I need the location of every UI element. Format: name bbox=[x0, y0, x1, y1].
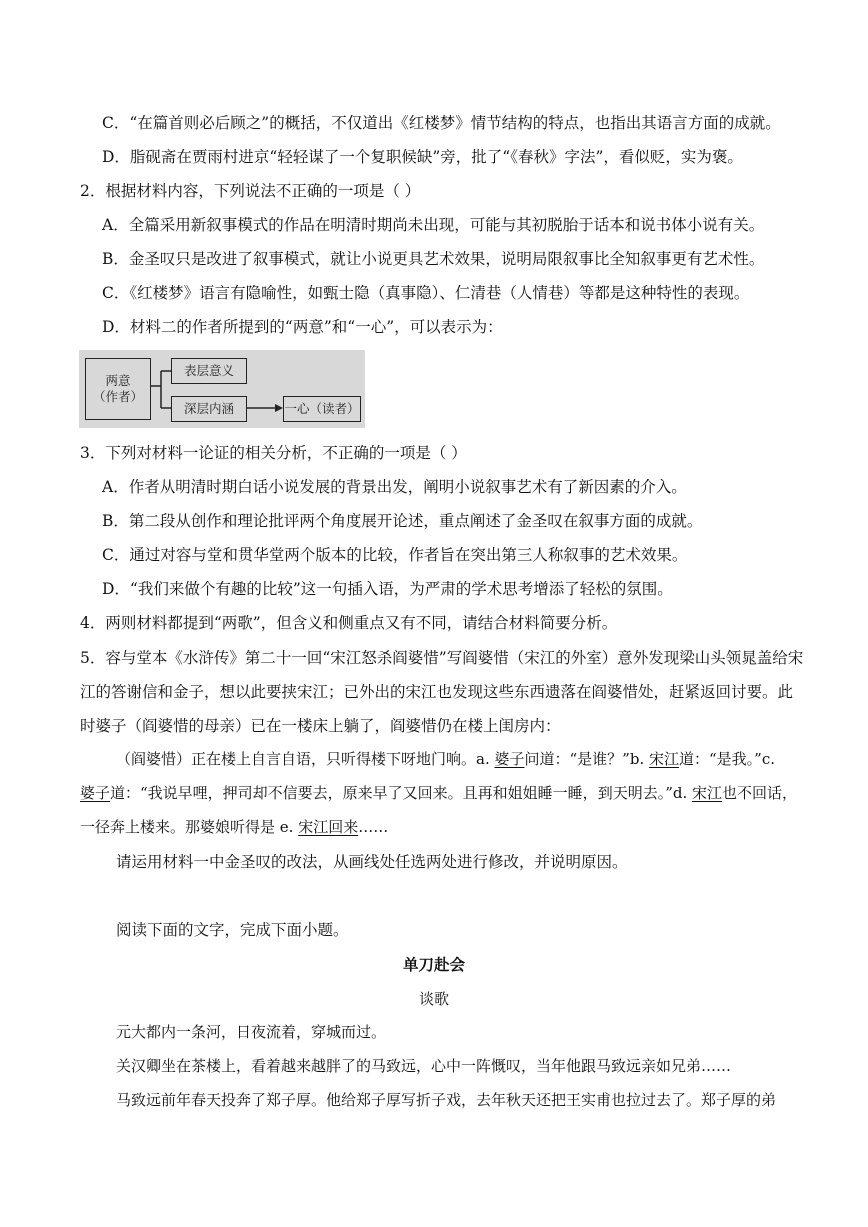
reading-paragraph-1: 元大都内一条河，日夜流着，穿城而过。 bbox=[116, 1023, 387, 1041]
q1-option-d: D．脂砚斋在贾雨村进京“轻轻谋了一个复职候缺”旁，批了“《春秋》字法”，看似贬，实为褒。 bbox=[102, 148, 743, 166]
underline-a: 婆子 bbox=[494, 750, 525, 768]
q3-option-b: B．第二段从创作和理论批评两个角度展开论述，重点阐述了金圣叹在叙事方面的成就。 bbox=[102, 512, 703, 530]
reading-paragraph-2: 关汉卿坐在茶楼上，看着越来越胖了的马致远，心中一阵慨叹，当年他跟马致远亲如兄弟…… bbox=[116, 1057, 732, 1075]
q5-quote-line-3: 一径奔上楼来。那婆娘听得是 e. 宋江回来…… bbox=[80, 818, 389, 836]
q3-option-d: D．“我们来做个有趣的比较”这一句插入语，为严肃的学术思考增添了轻松的氛围。 bbox=[102, 580, 673, 598]
diagram-surface-box: 表层意义 bbox=[171, 358, 247, 384]
underline-c: 婆子 bbox=[80, 784, 111, 802]
two-meanings-diagram bbox=[79, 350, 365, 428]
q1-option-c: C．“在篇首则必后顾之”的概括，不仅道出《红楼梦》情节结构的特点，也指出其语言方面的成就。 bbox=[102, 114, 781, 132]
diagram-author-box bbox=[85, 358, 151, 420]
q2-option-c: C．《红楼梦》语言有隐喻性，如甄士隐（真事隐）、仁清巷（人情巷）等都是这种特性的表现。 bbox=[102, 284, 750, 302]
q5-quote-line-1: （阎婆惜）正在楼上自言自语，只听得楼下呀地门响。a. 婆子问道：“是谁？”b. 宋江道：“是我。”c. bbox=[116, 750, 776, 768]
underline-b: 宋江 bbox=[648, 750, 679, 768]
underline-e: 宋江回来 bbox=[298, 818, 359, 836]
reading-intro: 阅读下面的文字，完成下面小题。 bbox=[116, 921, 349, 939]
diagram-deep-box: 深层内涵 bbox=[171, 396, 247, 422]
reading-title: 单刀赴会 bbox=[402, 955, 465, 974]
q4-stem: 4．两则材料都提到“两歌”，但含义和侧重点又有不同，请结合材料简要分析。 bbox=[80, 614, 618, 632]
reading-paragraph-3: 马致远前年春天投奔了郑子厚。他给郑子厚写折子戏，去年秋天还把王实甫也拉过去了。郑子厚的弟 bbox=[116, 1091, 777, 1109]
underline-d: 宋江 bbox=[692, 784, 723, 802]
q5-line-1: 5．容与堂本《水浒传》第二十一回“宋江怒杀阎婆惜”写阎婆惜（宋江的外室）意外发现梁山头领晁盖给宋 bbox=[80, 649, 804, 667]
q2-option-a: A．全篇采用新叙事模式的作品在明清时期尚未出现，可能与其初脱胎于话本和说书体小说有关。 bbox=[102, 216, 765, 234]
reading-author: 谈歌 bbox=[418, 990, 449, 1008]
q2-option-b: B．金圣叹只是改进了叙事模式，就让小说更具艺术效果，说明局限叙事比全知叙事更有艺术性。 bbox=[102, 250, 765, 268]
diagram-reader-box: 一心（读者） bbox=[283, 396, 361, 422]
q2-stem: 2．根据材料内容，下列说法不正确的一项是（ ） bbox=[80, 182, 421, 200]
q5-quote-line-2: 婆子道：“我说早哩，押司却不信要去，原来早了又回来。且再和姐姐睡一睡，到天明去。”d. 宋江也不回话， bbox=[80, 784, 798, 802]
q3-stem: 3．下列对材料一论证的相关分析，不正确的一项是（ ） bbox=[80, 444, 467, 462]
diagram-author-sub: （作者） bbox=[92, 389, 143, 404]
q3-option-a: A．作者从明清时期白话小说发展的背景出发，阐明小说叙事艺术有了新因素的介入。 bbox=[102, 478, 687, 496]
q2-option-d: D．材料二的作者所提到的“两意”和“一心”，可以表示为： bbox=[102, 318, 503, 336]
diagram-author-label: 两意 bbox=[105, 373, 131, 388]
q3-option-c: C．通过对容与堂和贯华堂两个版本的比较，作者旨在突出第三人称叙事的艺术效果。 bbox=[102, 546, 688, 564]
q5-instruction: 请运用材料一中金圣叹的改法，从画线处任选两处进行修改，并说明原因。 bbox=[116, 853, 628, 871]
q5-line-3: 时婆子（阎婆惜的母亲）已在一楼床上躺了，阎婆惜仍在楼上闺房内： bbox=[80, 717, 561, 735]
q5-line-2: 江的答谢信和金子，想以此要挟宋江；已外出的宋江也发现这些东西遗落在阎婆惜处，赶紧返回讨要。此 bbox=[80, 683, 794, 701]
